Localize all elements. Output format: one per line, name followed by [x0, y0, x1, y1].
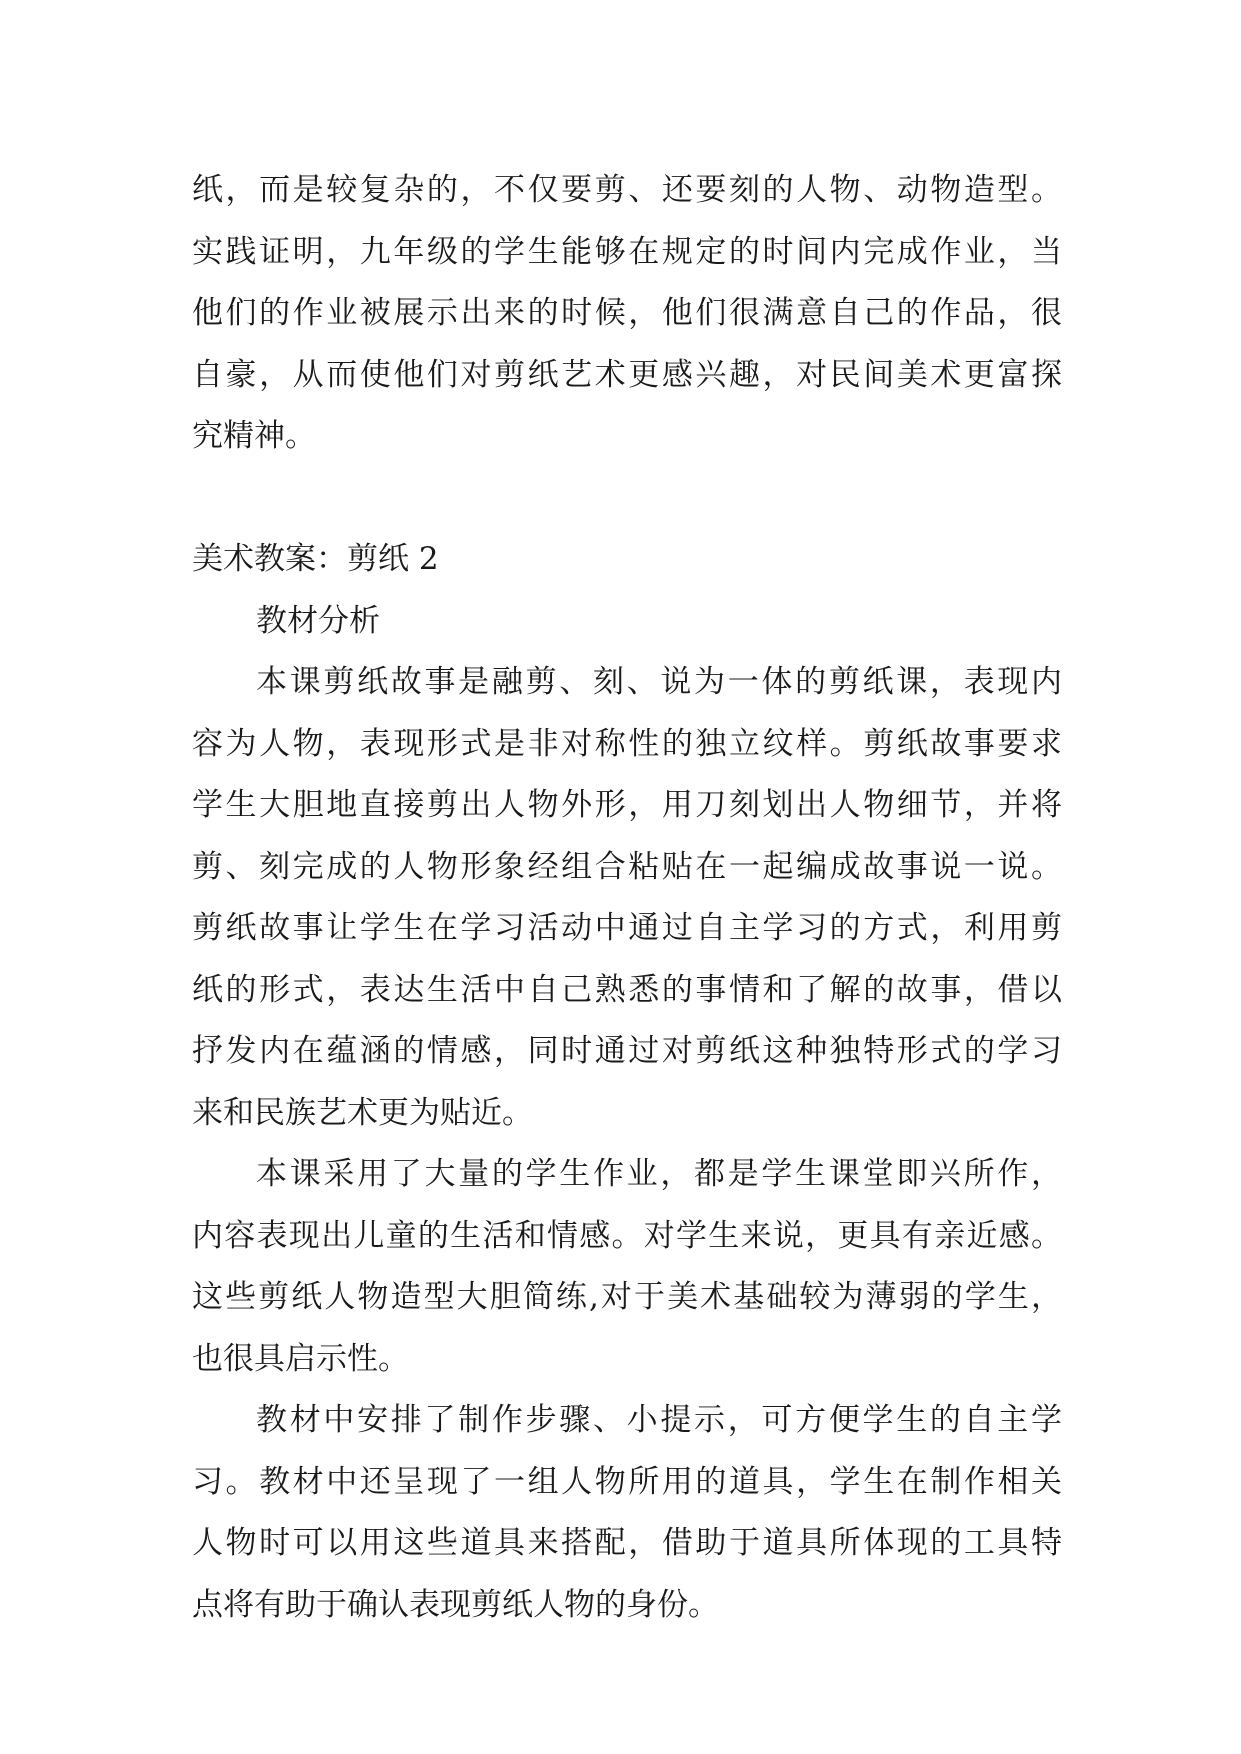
text-line: 教材中安排了制作步骤、小提示，可方便学生的自主学 — [256, 1402, 1062, 1438]
paragraph-gap — [192, 468, 1062, 530]
section-title: 美术教案：剪纸 2 — [192, 541, 439, 577]
text-line: 实践证明，九年级的学生能够在规定的时间内完成作业，当 — [192, 233, 1062, 270]
section-subtitle: 教材分析 — [256, 602, 380, 639]
text-line: 纸的形式，表达生活中自己熟悉的事情和了解的故事，借以 — [192, 971, 1062, 1008]
text-line: 抒发内在蕴涵的情感，同时通过对剪纸这种独特形式的学习 — [192, 1033, 1062, 1069]
text-line: 也很具启示性。 — [192, 1340, 409, 1377]
text-line: 点将有助于确认表现剪纸人物的身份。 — [192, 1586, 719, 1623]
text-line: 剪纸故事让学生在学习活动中通过自主学习的方式，利用剪 — [192, 910, 1062, 946]
text-line: 纸，而是较复杂的，不仅要剪、还要刻的人物、动物造型。 — [192, 172, 1062, 208]
text-line: 自豪，从而使他们对剪纸艺术更感兴趣，对民间美术更富探 — [192, 356, 1062, 393]
text-line: 来和民族艺术更为贴近。 — [192, 1094, 533, 1131]
paragraph-student-work — [192, 1144, 1062, 1390]
text-line: 这些剪纸人物造型大胆简练,对于美术基础较为薄弱的学生， — [192, 1279, 1062, 1315]
text-line: 习。教材中还呈现了一组人物所用的道具，学生在制作相关 — [192, 1463, 1062, 1500]
continuation-paragraph — [192, 160, 1062, 468]
text-line: 剪、刻完成的人物形象经组合粘贴在一起编成故事说一说。 — [192, 848, 1062, 885]
text-line: 人物时可以用这些道具来搭配，借助于道具所体现的工具特 — [192, 1525, 1062, 1561]
text-line: 本课采用了大量的学生作业，都是学生课堂即兴所作， — [256, 1156, 1062, 1192]
text-line: 学生大胆地直接剪出人物外形，用刀刻划出人物细节，并将 — [192, 787, 1062, 823]
text-line: 他们的作业被展示出来的时候，他们很满意自己的作品，很 — [192, 295, 1062, 331]
text-line: 本课剪纸故事是融剪、刻、说为一体的剪纸课，表现内 — [256, 664, 1062, 700]
text-line: 内容表现出儿童的生活和情感。对学生来说，更具有亲近感。 — [192, 1217, 1062, 1254]
text-line: 容为人物，表现形式是非对称性的独立纹样。剪纸故事要求 — [192, 725, 1062, 762]
text-line: 究精神。 — [192, 418, 316, 454]
document-body — [192, 160, 1062, 1636]
paragraph-production-steps — [192, 1390, 1062, 1636]
paragraph-material-analysis — [192, 652, 1062, 1144]
